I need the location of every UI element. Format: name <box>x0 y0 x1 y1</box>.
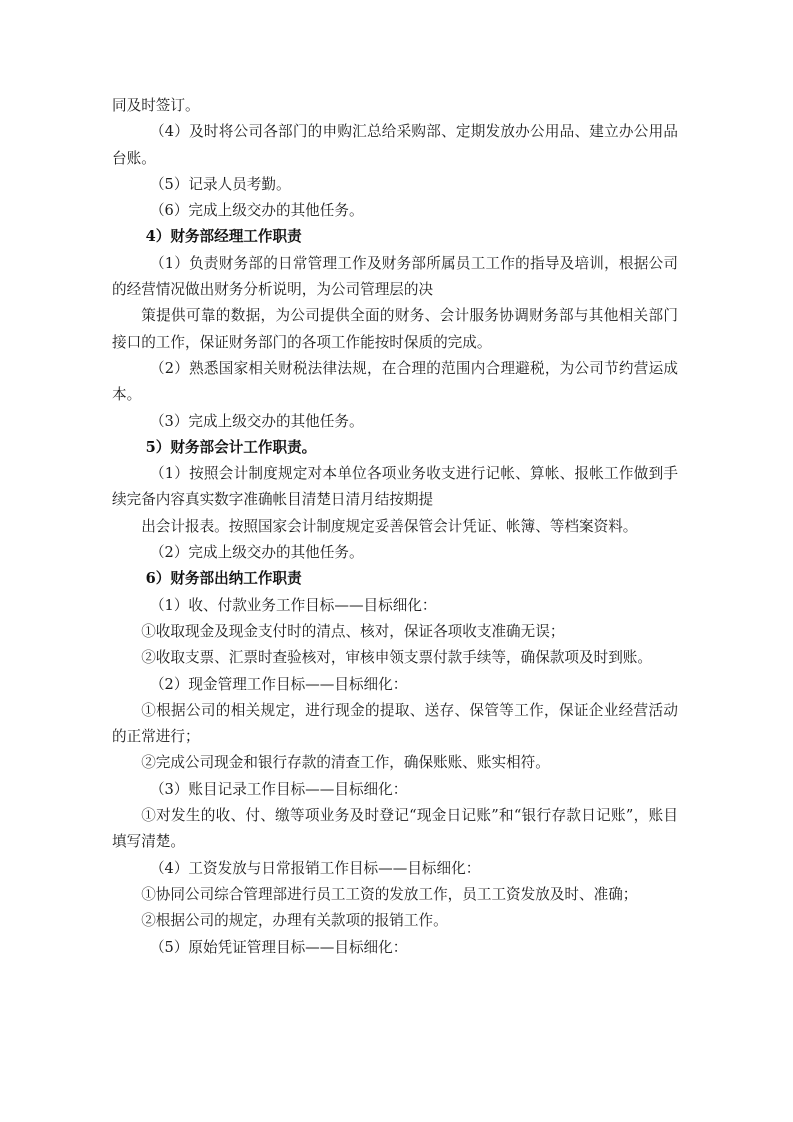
list-item: （5）记录人员考勤。 <box>149 175 291 193</box>
paragraph: 同及时签订。 <box>112 97 200 114</box>
paragraph: 出会计报表。按照国家会计制度规定妥善保管会计凭证、帐簿、等档案资料。 <box>141 517 638 535</box>
list-item: ①协同公司综合管理部进行员工工资的发放工作，员工工资发放及时、准确； <box>141 885 638 903</box>
list-item: （3）账目记录工作目标——目标细化： <box>149 780 408 798</box>
section-heading: 4）财务部经理工作职责 <box>145 228 302 246</box>
list-item: ②根据公司的规定，办理有关款项的报销工作。 <box>141 912 448 930</box>
list-item: （1）收、付款业务工作目标——目标细化： <box>149 596 437 614</box>
list-item: ①根据公司的相关规定，进行现金的提取、送存、保管等工作，保证企业经营活动的正常进行； <box>112 701 678 746</box>
list-item: ②完成公司现金和银行存款的清查工作，确保账账、账实相符。 <box>141 754 550 772</box>
list-item: （1）负责财务部的日常管理工作及财务部所属员工工作的指导及培训，根据公司的经营情况做出财务分析说明，为公司管理层的决 <box>112 254 678 299</box>
list-item: （2）熟悉国家相关财税法律法规，在合理的范围内合理避税，为公司节约营运成本。 <box>112 359 678 404</box>
list-item: ①收取现金及现金支付时的清点、核对，保证各项收支准确无误； <box>141 622 565 640</box>
list-item: （2）现金管理工作目标——目标细化： <box>149 675 408 693</box>
list-item: （2）完成上级交办的其他任务。 <box>149 544 364 562</box>
paragraph: 策提供可靠的数据，为公司提供全面的财务、会计服务协调财务部与其他相关部门接口的工作，保证财务部门的各项工作能按时保质的完成。 <box>112 307 678 351</box>
list-item: （4）及时将公司各部门的申购汇总给采购部、定期发放办公用品、建立办公用品台账。 <box>112 123 678 167</box>
list-item: ②收取支票、汇票时查验核对，审核申领支票付款手续等，确保款项及时到账。 <box>141 649 652 667</box>
list-item: （5）原始凭证管理目标——目标细化： <box>149 938 408 956</box>
list-item: （3）完成上级交办的其他任务。 <box>149 412 364 430</box>
section-heading: 6）财务部出纳工作职责 <box>145 570 302 588</box>
document-body <box>112 93 678 961</box>
list-item: ①对发生的收、付、缴等项业务及时登记“现金日记账”和“银行存款日记账”，账目填写清楚。 <box>112 807 678 851</box>
list-item: （6）完成上级交办的其他任务。 <box>149 202 364 220</box>
section-heading: 5）财务部会计工作职责。 <box>145 438 317 456</box>
list-item: （1）按照会计制度规定对本单位各项业务收支进行记帐、算帐、报帐工作做到手续完备内容真实数字准确帐目清楚日清月结按期提 <box>112 465 678 509</box>
list-item: （4）工资发放与日常报销工作目标——目标细化： <box>149 859 481 877</box>
